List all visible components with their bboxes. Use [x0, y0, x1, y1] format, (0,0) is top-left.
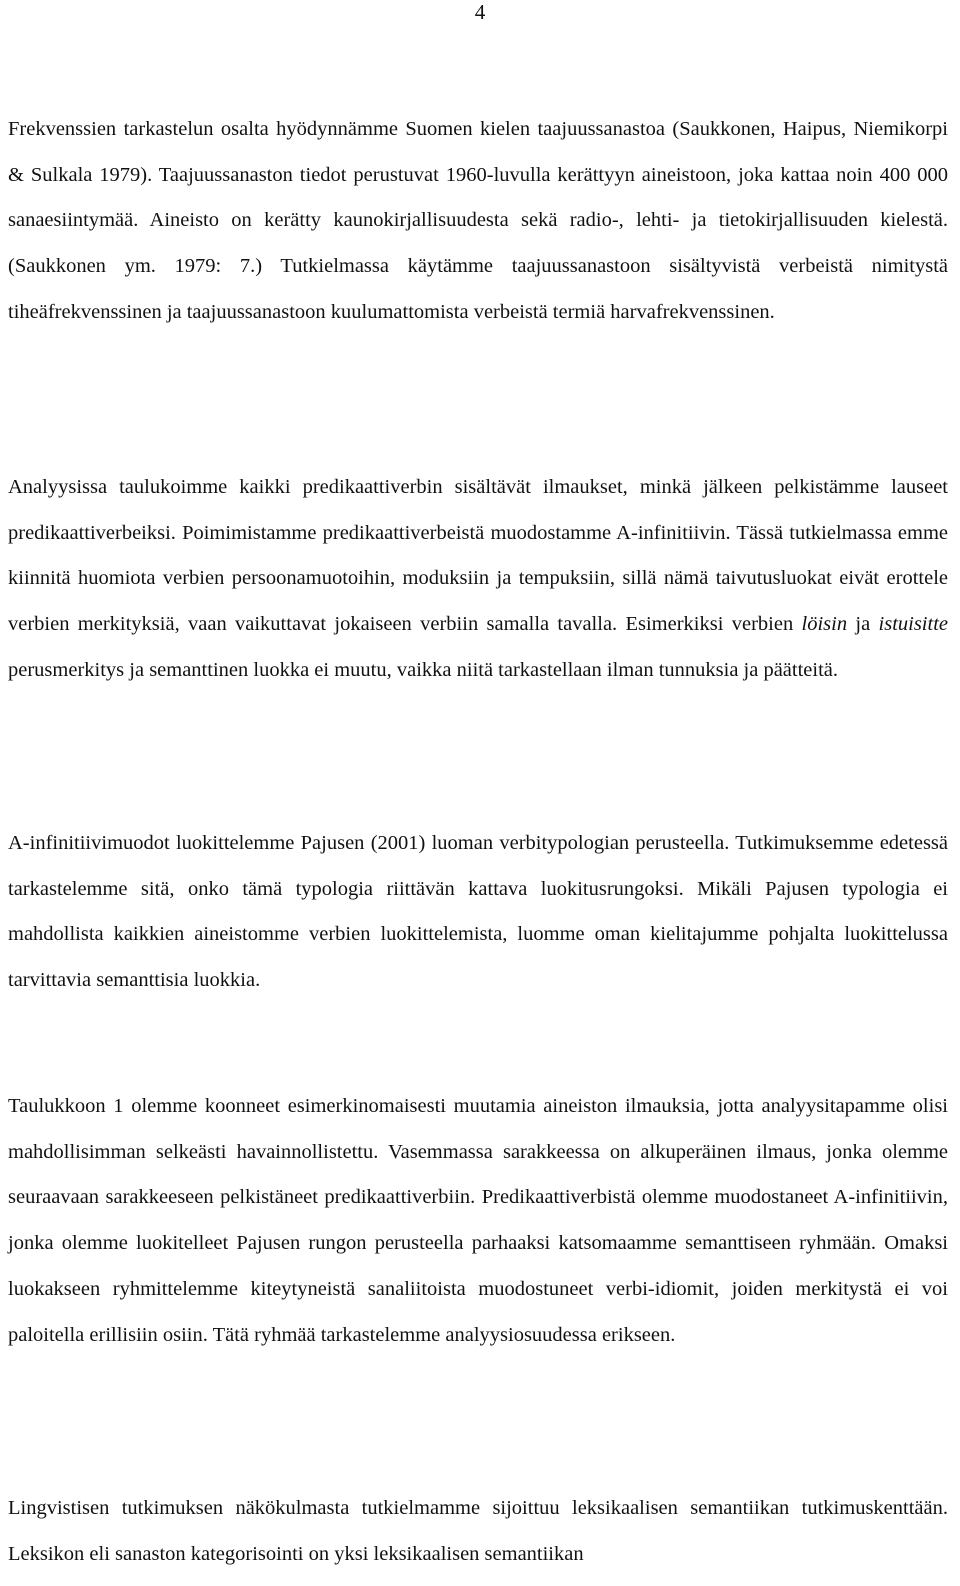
paragraph-text: Frekvenssien tarkastelun osalta hyödynnämme Suomen kielen taajuussanastoa (Saukkonen, Haipus, Niemikorpi & Sulkala 1979). Taajuussanaston tiedot perustuvat 1960-luvulla kerättyyn aineistoon, joka kattaa noin 400 000 sanaesiintymää. Aineisto on kerätty kaunokirjallisuudesta sekä radio-, lehti- ja tietokirjallisuuden kielestä. (Saukkonen ym. 1979: 7.) Tutkielmassa käytämme taajuussanastoon sisältyvistä verbeistä nimitystä tiheäfrekvenssinen ja taajuussanastoon kuulumattomista verbeistä termiä harvafrekvenssinen.	[8, 118, 948, 323]
paragraph-verb-typology	[8, 821, 948, 1004]
example-word-istuisitte: istuisitte	[878, 613, 948, 636]
example-word-loisin: löisin	[801, 613, 848, 636]
paragraph-text: perusmerkitys ja semanttinen luokka ei muutu, vaikka niitä tarkastellaan ilman tunnuksia ja päätteitä.	[8, 658, 839, 681]
paragraph-text: A-infinitiivimuodot luokittelemme Pajusen (2001) luoman verbitypologian perusteella. Tutkimuksemme edetessä tarkastelemme sitä, onko tämä typologia riittävän kattava luokitusrungoksi. Mikäli Pajusen typologia ei mahdollista kaikkien aineistomme verbien luokittelemista, luomme oman kielitajumme pohjalta luokittelussa tarvittavia semanttisia luokkia.	[8, 832, 948, 992]
paragraph-text: ja	[847, 613, 879, 636]
page-number: 4	[474, 0, 486, 24]
paragraph-table-description	[8, 1084, 948, 1358]
paragraph-analysis-method	[8, 465, 948, 694]
paragraph-frequency-source	[8, 107, 948, 336]
paragraph-lexical-semantics	[8, 1486, 948, 1577]
paragraph-text: Analyysissa taulukoimme kaikki predikaattiverbin sisältävät ilmaukset, minkä jälkeen pelkistämme lauseet predikaattiverbeiksi. Poimimistamme predikaattiverbeistä muodostamme A-infinitiivin. Tässä tutkielmassa emme kiinnitä huomiota verbien persoonamuotoihin, moduksiin ja tempuksiin, sillä nämä taivutusluokat eivät erottele verbien merkityksiä, vaan vaikuttavat jokaiseen verbiin samalla tavalla. Esimerkiksi verbien	[8, 476, 948, 636]
paragraph-text: Lingvistisen tutkimuksen näkökulmasta tutkielmamme sijoittuu leksikaalisen semantiikan tutkimuskenttään. Leksikon eli sanaston kategorisointi on yksi leksikaalisen semantiikan	[8, 1497, 948, 1565]
paragraph-text: Taulukkoon 1 olemme koonneet esimerkinomaisesti muutamia aineiston ilmauksia, jotta analyysitapamme olisi mahdollisimman selkeästi havainnollistettu. Vasemmassa sarakkeessa on alkuperäinen ilmaus, jonka olemme seuraavaan sarakkeeseen pelkistäneet predikaattiverbiin. Predikaattiverbistä olemme muodostaneet A-infinitiivin, jonka olemme luokitelleet Pajusen rungon perusteella parhaaksi katsomaamme semanttiseen ryhmään. Omaksi luokakseen ryhmittelemme kiteytyneistä sanaliitoista muodostuneet verbi-idiomit, joiden merkitystä ei voi paloitella erillisiin osiin. Tätä ryhmää tarkastelemme analyysiosuudessa erikseen.	[8, 1095, 948, 1346]
